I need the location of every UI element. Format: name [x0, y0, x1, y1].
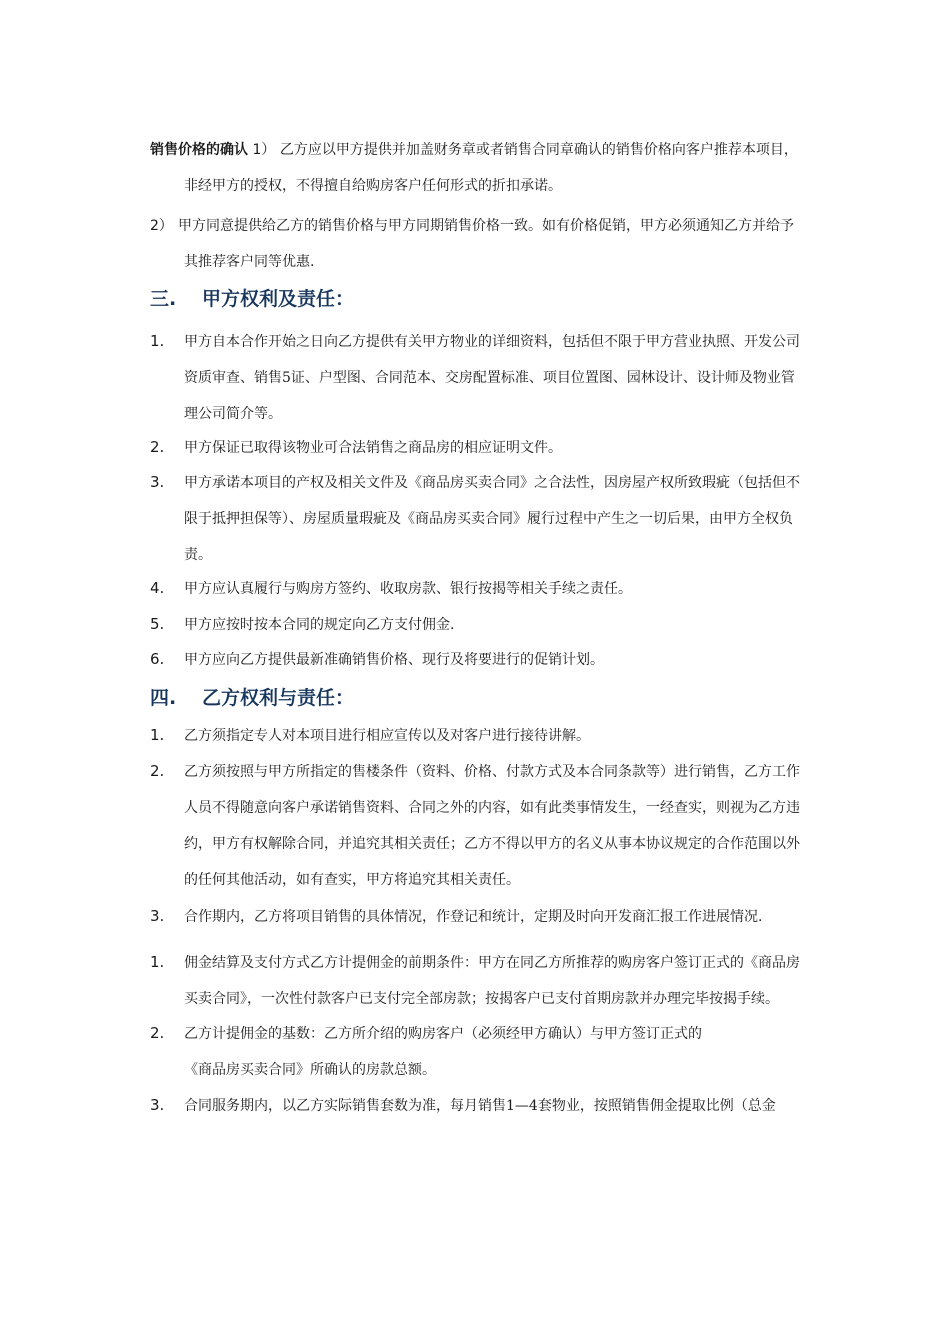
price-item-1 — [150, 132, 850, 204]
section-4-item-3: 3. 合作期内，乙方将项目销售的具体情况，作登记和统计，定期及时向开发商汇报工作进展情况. — [150, 907, 763, 925]
commission-item-3: 3. 合同服务期内，以乙方实际销售套数为准，每月销售1—4套物业，按照销售佣金提取比例（总金 — [150, 1096, 776, 1114]
price-item-2-line-2: 其推荐客户同等优惠. — [184, 254, 315, 270]
section-3-heading — [150, 284, 354, 311]
price-item-1-line-1: 销售价格的确认 1） 乙方应以甲方提供并加盖财务章或者销售合同章确认的销售价格向客户推荐本项目， — [150, 142, 798, 158]
price-item-2-num: 2） — [150, 218, 173, 234]
commission-item-1: 1. 佣金结算及支付方式乙方计提佣金的前期条件：甲方在同乙方所推荐的购房客户签订正式的《商品房 买卖合同》，一次性付款客户已支付完全部房款；按揭客户已支付首期房款并办理完毕按揭手续。 — [150, 953, 800, 1007]
price-item-1-line-2: 非经甲方的授权，不得擅自给购房客户任何形式的折扣承诺。 — [184, 178, 562, 194]
section-3-item-1: 1. 甲方自本合作开始之日向乙方提供有关甲方物业的详细资料，包括但不限于甲方营业执照、开发公司 资质审查、销售5证、户型图、合同范本、交房配置标准、项目位置图、园林设计、设计师及物业管 理公司简介等。 — [150, 332, 800, 422]
section-4-number: 四. — [150, 687, 177, 709]
section-4-title: 乙方权利与责任： — [202, 687, 355, 709]
section-3-item-4: 4. 甲方应认真履行与购房方签约、收取房款、银行按揭等相关手续之责任。 — [150, 579, 632, 597]
price-item-2-line-1: 2） 甲方同意提供给乙方的销售价格与甲方同期销售价格一致。如有价格促销，甲方必须通知乙方并给予 — [150, 208, 850, 244]
section-3-item-2: 2. 甲方保证已取得该物业可合法销售之商品房的相应证明文件。 — [150, 438, 562, 456]
section-3-item-6: 6. 甲方应向乙方提供最新准确销售价格、现行及将要进行的促销计划。 — [150, 650, 604, 668]
price-item-1-num: 1） — [252, 142, 276, 158]
section-4-heading — [150, 683, 354, 710]
section-3-title: 甲方权利及责任： — [202, 288, 355, 310]
section-4-item-2: 2. 乙方须按照与甲方所指定的售楼条件（资料、价格、付款方式及本合同条款等）进行销售，乙方工作 人员不得随意向客户承诺销售资料、合同之外的内容，如有此类事情发生，一经查实，则视为乙方违 约，甲方有权解除合同，并追究其相关责任；乙方不得以甲方的名义从事本协议规定的合作范围以外 的任何其他活动，如有查实，甲方将追究其相关责任。 — [150, 762, 800, 888]
commission-item-2: 2. 乙方计提佣金的基数：乙方所介绍的购房客户（必须经甲方确认）与甲方签订正式的 《商品房买卖合同》所确认的房款总额。 — [150, 1024, 702, 1078]
price-label: 销售价格的确认 — [150, 142, 248, 158]
price-item-2 — [150, 208, 850, 280]
section-4-item-1: 1. 乙方须指定专人对本项目进行相应宣传以及对客户进行接待讲解。 — [150, 726, 590, 744]
section-3-item-5: 5. 甲方应按时按本合同的规定向乙方支付佣金. — [150, 615, 455, 633]
section-3-number: 三. — [150, 288, 177, 310]
section-3-item-3: 3. 甲方承诺本项目的产权及相关文件及《商品房买卖合同》之合法性，因房屋产权所致瑕疵（包括但不 限于抵押担保等）、房屋质量瑕疵及《商品房买卖合同》履行过程中产生之一切后果，由甲方全权负 责。 — [150, 473, 800, 563]
